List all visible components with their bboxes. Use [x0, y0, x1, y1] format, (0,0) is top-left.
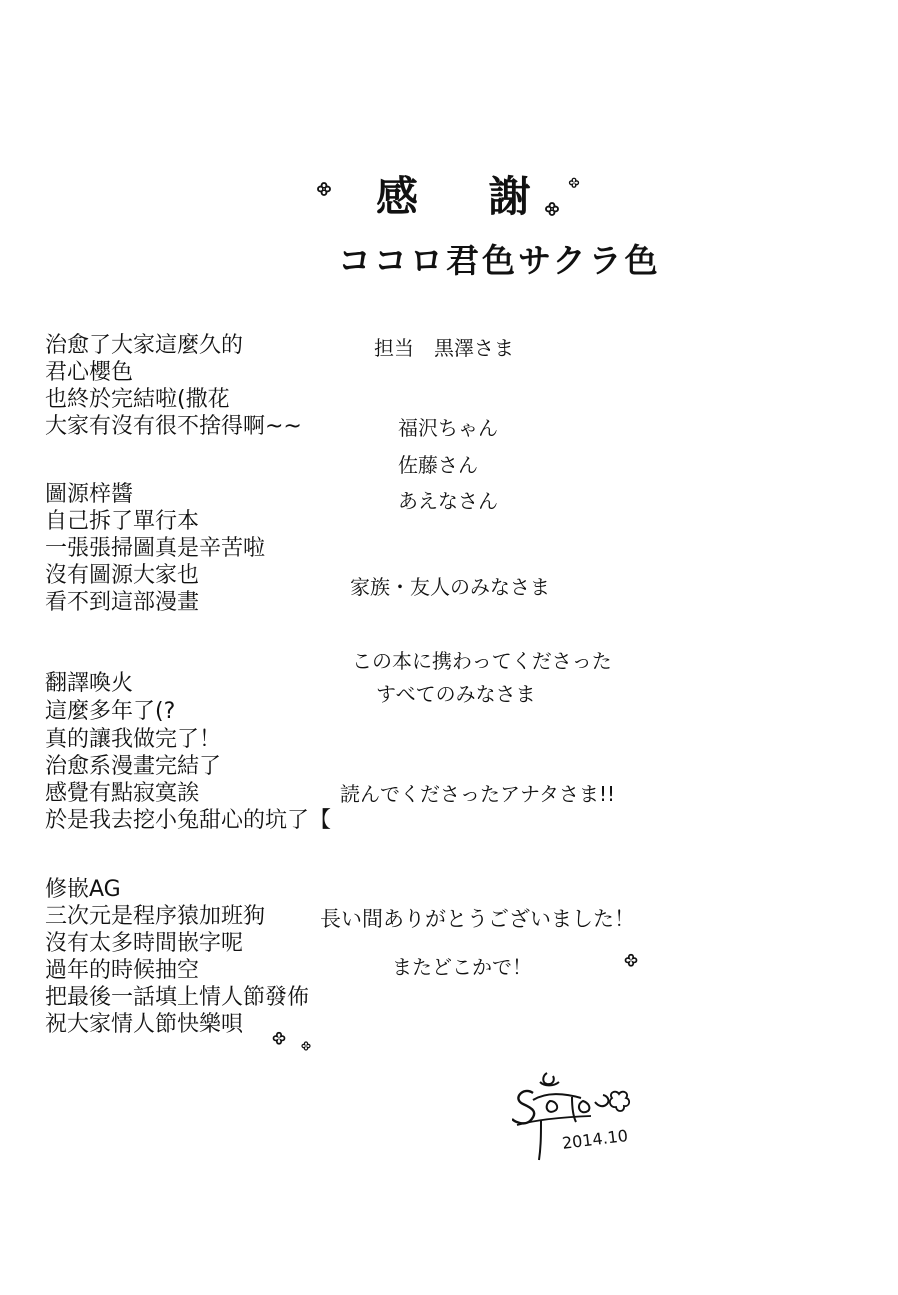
left-text-line: 治愈系漫畫完結了: [45, 754, 222, 779]
closing-farewell: またどこかで！: [392, 955, 532, 979]
left-text-line: 君心櫻色: [45, 360, 134, 385]
assistant-thanks: 福沢ちゃん: [398, 416, 498, 440]
left-text-line: 自己拆了單行本: [45, 509, 200, 534]
closing-thanks: 長い間ありがとうございました！: [320, 907, 635, 931]
page-title: 感 謝: [376, 172, 559, 221]
assistant-thanks: あえなさん: [398, 489, 498, 513]
staff-thanks-line: すべてのみなさま: [376, 682, 536, 706]
left-text-line: 三次元是程序猿加班狗: [45, 904, 266, 929]
editor-thanks: 担当 黒澤さま: [374, 336, 514, 360]
left-text-line: 一張張掃圖真是辛苦啦: [45, 536, 266, 561]
flower-doodle-icon: [565, 176, 583, 194]
signature-date: 2014.10: [561, 1125, 629, 1153]
left-text-line: 這麼多年了(?: [45, 699, 176, 724]
flower-doodle-icon: [298, 1040, 314, 1056]
left-text-line: 感覺有點寂寞誒: [45, 781, 200, 806]
left-text-line: 治愈了大家這麼久的: [45, 333, 244, 358]
flower-doodle-icon: [268, 1030, 290, 1052]
left-text-line: 沒有太多時間嵌字呢: [45, 931, 244, 956]
flower-doodle-icon: [620, 952, 642, 974]
reader-thanks: 読んでくださったアナタさま!!: [340, 782, 616, 806]
left-text-line: 把最後一話填上情人節發佈: [45, 985, 310, 1010]
left-text-line: 過年的時候抽空: [45, 958, 200, 983]
left-text-line: 沒有圖源大家也: [45, 563, 200, 588]
left-text-line: 真的讓我做完了！: [45, 727, 222, 752]
staff-thanks-line: この本に携わってくださった: [352, 649, 612, 673]
flower-doodle-icon: [312, 180, 336, 204]
left-text-line: 於是我去挖小兔甜心的坑了【: [45, 808, 332, 833]
page-subtitle: ココロ君色サクラ色: [338, 241, 661, 280]
left-text-line: 修嵌AG: [45, 877, 121, 902]
left-text-line: 圖源梓醬: [45, 482, 134, 507]
left-text-line: 也終於完結啦(撒花: [45, 387, 230, 412]
left-text-line: 看不到這部漫畫: [45, 590, 200, 615]
left-text-line: 翻譯喚火: [45, 671, 134, 696]
left-text-line: 祝大家情人節快樂唄: [45, 1012, 244, 1037]
left-text-line: 大家有沒有很不捨得啊~~: [45, 414, 302, 439]
assistant-thanks: 佐藤さん: [398, 453, 478, 477]
family-thanks: 家族・友人のみなさま: [350, 575, 550, 599]
flower-doodle-icon: [540, 200, 564, 224]
